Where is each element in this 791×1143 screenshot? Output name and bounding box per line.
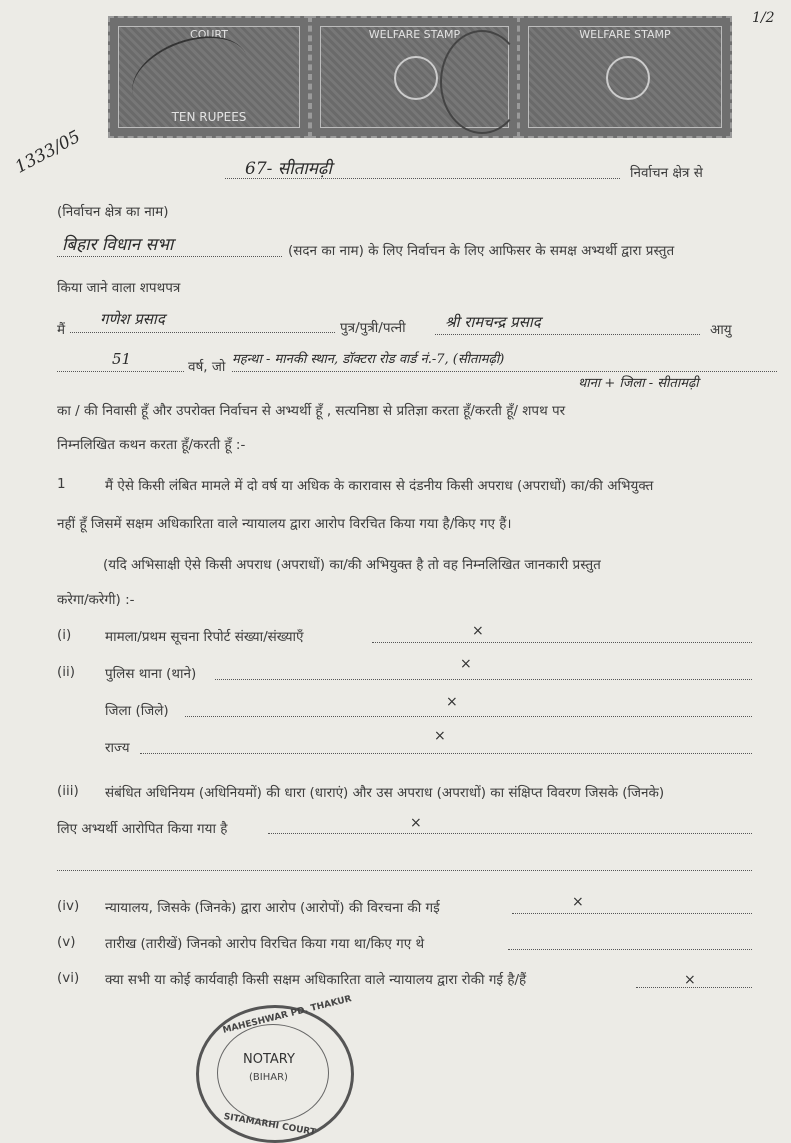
welfare-stamp-2: [518, 16, 732, 138]
stamp-denomination: TEN RUPEES: [171, 110, 247, 124]
field-value: ×: [434, 728, 446, 744]
house-label-cont: किया जाने वाला शपथपत्र: [57, 280, 181, 296]
field-label: पुलिस थाना (थाने): [105, 666, 197, 682]
field-label: तारीख (तारीखें) जिनको आरोप विरचित किया गया था/किए गए थे: [105, 936, 425, 952]
field-underline: [372, 642, 752, 643]
address-value: महन्था - मानकी स्थान, डॉक्टरा रोड वार्ड नं.-7, (सीतामढ़ी): [232, 352, 505, 367]
postmark-circle: [440, 30, 524, 134]
name-underline: [70, 332, 335, 333]
item1-line2: नहीं हूँ जिसमें सक्षम अधिकारिता वाले न्यायालय द्वारा आरोप विरचित किया गया है/किए गए हैं।: [57, 516, 512, 532]
stamp-portrait-icon: [394, 56, 438, 100]
field-underline: [140, 753, 752, 754]
field-underline: [508, 949, 752, 950]
field-value: ×: [446, 694, 458, 710]
age-value: 51: [112, 350, 132, 368]
age-underline: [57, 371, 184, 372]
i-label: मैं: [57, 322, 66, 338]
field-value: ×: [684, 972, 696, 988]
address-value-2: थाना + जिला - सीतामढ़ी: [578, 376, 699, 391]
address-underline: [232, 371, 777, 372]
field-number: (iii): [57, 783, 79, 799]
statement-line: निम्नलिखित कथन करता हूँ/करती हूँ :-: [57, 437, 246, 453]
stamp-header: WELFARE STAMP: [579, 28, 671, 41]
stamp-header: COURT: [190, 28, 228, 41]
constituency-name-label: (निर्वाचन क्षेत्र का नाम): [57, 204, 169, 220]
constituency-underline: [225, 178, 620, 179]
field-label: जिला (जिले): [105, 703, 169, 719]
item-number: 1: [57, 476, 66, 492]
field-underline: [215, 679, 752, 680]
father-underline: [435, 334, 700, 335]
house-value: बिहार विधान सभा: [62, 235, 174, 255]
item-iii-line2: लिए अभ्यर्थी आरोपित किया गया है: [57, 821, 228, 837]
seal-center-text: NOTARY: [243, 1052, 295, 1067]
field-underline: [268, 833, 752, 834]
seal-center-text-2: (BIHAR): [249, 1072, 288, 1083]
item-iii-line1: संबंधित अधिनियम (अधिनियमों) की धारा (धाराएं) और उस अपराध (अपराधों) का संक्षिप्त विवरण जिसके (जिनके): [105, 785, 665, 801]
field-value: ×: [460, 656, 472, 672]
field-label: मामला/प्रथम सूचना रिपोर्ट संख्या/संख्याएँ: [105, 629, 304, 645]
father-name: श्री रामचन्द्र प्रसाद: [445, 313, 541, 331]
field-number: (i): [57, 627, 72, 643]
field-label: क्या सभी या कोई कार्यवाही किसी सक्षम अधिकारिता वाले न्यायालय द्वारा रोकी गई है/हैं: [105, 972, 527, 988]
age-label: आयु: [710, 322, 732, 338]
field-label: राज्य: [105, 740, 130, 756]
resident-line: का / की निवासी हूँ और उपरोक्त निर्वाचन से अभ्यर्थी हूँ , सत्यनिष्ठा से प्रतिज्ञा करता हूँ/करती हूँ/ शपथ पर: [57, 403, 566, 419]
registration-number: 1333/05: [12, 126, 84, 178]
field-underline: [185, 716, 752, 717]
field-value: ×: [472, 623, 484, 639]
house-label: (सदन का नाम) के लिए निर्वाचन के लिए आफिसर के समक्ष अभ्यर्थी द्वारा प्रस्तुत: [288, 243, 675, 259]
field-underline: [512, 913, 752, 914]
years-label: वर्ष, जो: [188, 359, 226, 375]
blank-line: [57, 870, 752, 871]
item1-line1: मैं ऐसे किसी लंबित मामले में दो वर्ष या अधिक के कारावास से दंडनीय किसी अपराध (अपराधों) का/की अभियुक्त: [105, 478, 654, 494]
field-value: ×: [410, 815, 422, 831]
field-number: (v): [57, 934, 76, 950]
field-value: ×: [572, 894, 584, 910]
stamp-header: WELFARE STAMP: [368, 28, 461, 41]
field-label: न्यायालय, जिसके (जिनके) द्वारा आरोप (आरोपों) की विरचना की गई: [105, 900, 440, 916]
corner-note: 1/2: [752, 10, 775, 26]
item1-para2: करेगा/करेगी) :-: [57, 592, 135, 608]
declarant-name: गणेश प्रसाद: [100, 310, 165, 328]
field-number: (ii): [57, 664, 76, 680]
seal-bottom-text: SITAMARHI COURT: [222, 1111, 317, 1139]
field-number: (vi): [57, 970, 80, 986]
field-number: (iv): [57, 898, 80, 914]
house-underline: [57, 256, 282, 257]
relation-label: पुत्र/पुत्री/पत्नी: [340, 320, 406, 336]
stamp-portrait-icon: [606, 56, 650, 100]
notary-seal: [196, 994, 354, 1143]
item1-para1: (यदि अभिसाक्षी ऐसे किसी अपराध (अपराधों) का/की अभियुक्त है तो वह निम्नलिखित जानकारी प्रस्तुत: [103, 557, 601, 573]
constituency-number-label: निर्वाचन क्षेत्र से: [630, 165, 703, 181]
seal-top-text: MAHESHWAR PD. THAKUR: [221, 994, 353, 1036]
constituency-value: 67- सीतामढ़ी: [245, 159, 332, 179]
